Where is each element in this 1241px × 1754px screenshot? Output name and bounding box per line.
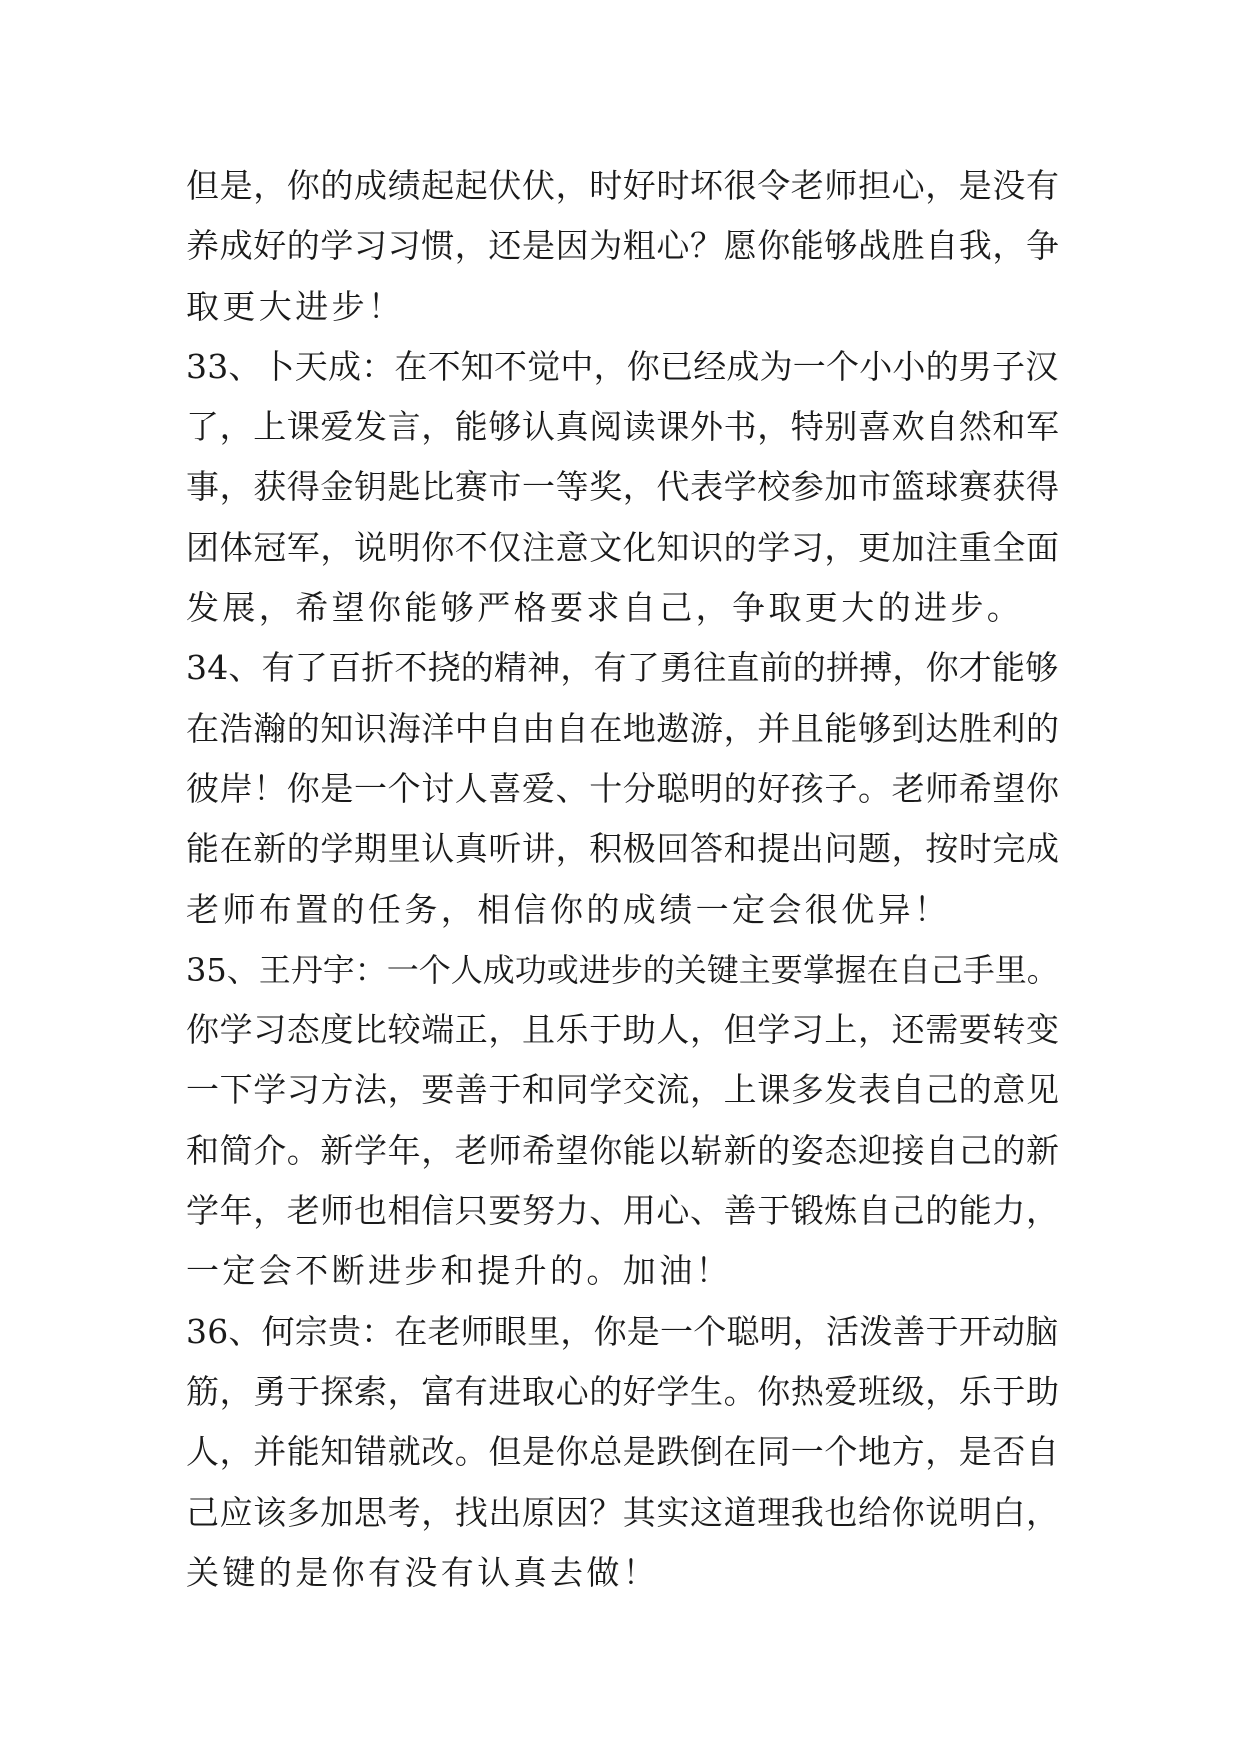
- paragraph-line: 35、王丹宇：一个人成功或进步的关键主要掌握在自己手里。: [186, 950, 1059, 989]
- paragraph-line: 你学习态度比较端正，且乐于助人，但学习上，还需要转变: [186, 1010, 1060, 1050]
- paragraph-line: 发展，希望你能够严格要求自己，争取更大的进步。: [186, 588, 1024, 628]
- paragraph-line: 彼岸！你是一个讨人喜爱、十分聪明的好孩子。老师希望你: [186, 768, 1060, 808]
- paragraph-line: 人，并能知错就改。但是你总是跌倒在同一个地方，是否自: [186, 1432, 1060, 1472]
- paragraph-line: 关键的是你有没有认真去做！: [186, 1552, 660, 1592]
- paragraph-line: 在浩瀚的知识海洋中自由自在地遨游，并且能够到达胜利的: [186, 708, 1060, 748]
- paragraph-line: 事，获得金钥匙比赛市一等奖，代表学校参加市篮球赛获得: [186, 467, 1060, 507]
- paragraph-line: 学年，老师也相信只要努力、用心、善于锻炼自己的能力，: [186, 1191, 1060, 1231]
- paragraph-line: 但是，你的成绩起起伏伏，时好时坏很令老师担心，是没有: [186, 166, 1060, 205]
- paragraph-line: 36、何宗贵：在老师眼里，你是一个聪明，活泼善于开动脑: [186, 1311, 1059, 1351]
- paragraph-line: 老师布置的任务，相信你的成绩一定会很优异！: [186, 889, 951, 929]
- paragraph-line: 能在新的学期里认真听讲，积极回答和提出问题，按时完成: [186, 829, 1060, 869]
- document-body: [186, 156, 1066, 1603]
- paragraph-line: 取更大进步！: [186, 286, 405, 326]
- paragraph-line: 和简介。新学年，老师希望你能以崭新的姿态迎接自己的新: [186, 1130, 1060, 1170]
- paragraph-line: 34、有了百折不挠的精神，有了勇往直前的拼搏，你才能够: [186, 648, 1059, 688]
- paragraph-line: 一定会不断进步和提升的。加油！: [186, 1251, 732, 1291]
- paragraph-line: 养成好的学习习惯，还是因为粗心？愿你能够战胜自我，争: [186, 226, 1060, 266]
- paragraph-line: 团体冠军，说明你不仅注意文化知识的学习，更加注重全面: [186, 527, 1060, 567]
- paragraph-line: 一下学习方法，要善于和同学交流，上课多发表自己的意见: [186, 1070, 1060, 1110]
- paragraph-line: 筋，勇于探索，富有进取心的好学生。你热爱班级，乐于助: [186, 1371, 1060, 1411]
- paragraph-line: 33、卜天成：在不知不觉中，你已经成为一个小小的男子汉: [186, 346, 1059, 386]
- paragraph-line: 了，上课爱发言，能够认真阅读课外书，特别喜欢自然和军: [186, 407, 1060, 447]
- paragraph-line: 己应该多加思考，找出原因？其实这道理我也给你说明白，: [186, 1492, 1060, 1532]
